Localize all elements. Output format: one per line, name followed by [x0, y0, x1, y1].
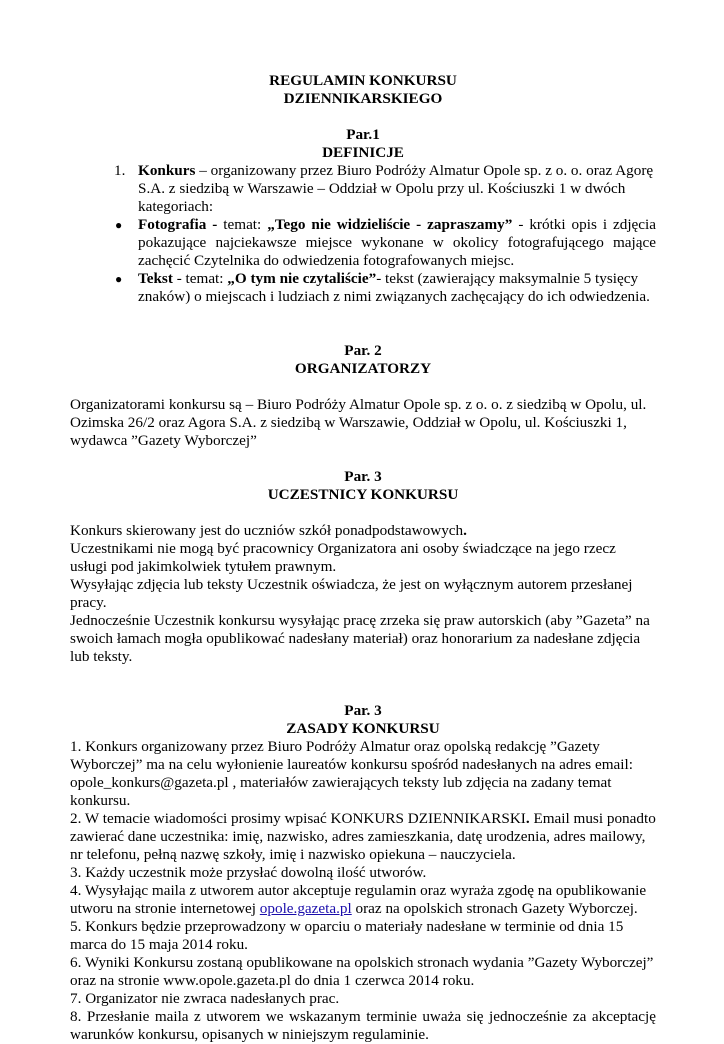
- participants-paragraph-4: Jednocześnie Uczestnik konkursu wysyłając pracę zrzeka się praw autorskich (aby ”Gazeta” na swoich łamach mogła opublikować nadesłany materiał) oraz honorarium za nadesłane zdjęcia lub teksty.: [70, 612, 650, 665]
- document-title: [70, 72, 656, 108]
- participants-text: Konkurs skierowany jest do uczniów szkół ponadpodstawowych: [70, 522, 464, 539]
- bullet-topic: „O tym nie czytaliście”: [227, 270, 377, 287]
- participants-dot: .: [463, 522, 467, 539]
- definition-term: Konkurs: [138, 162, 196, 179]
- bullet-label: temat:: [223, 216, 268, 233]
- rule-8: 8. Przesłanie maila z utworem we wskazanym terminie uważa się jednocześnie za akceptację warunków konkursu, opisanych w niniejszym regulaminie.: [70, 1008, 656, 1043]
- title-line-2: DZIENNIKARSKIEGO: [283, 90, 443, 107]
- rule-7: 7. Organizator nie zwraca nadesłanych prac.: [70, 990, 340, 1007]
- par3b-heading: Par. 3: [344, 702, 382, 719]
- par3b-header: [70, 702, 656, 738]
- participants-paragraph-3: Wysyłając zdjęcia lub teksty Uczestnik oświadcza, że jest on wyłącznym autorem przesłanej pracy.: [70, 576, 633, 611]
- rule-4-text-a: 4. Wysyłając maila z utworem autor akceptuje regulamin oraz wyraża zgodę na opublikowanie utworu na stronie internetowej: [70, 882, 647, 917]
- rule-2-text-a: 2. W temacie wiadomości prosimy wpisać KONKURS DZIENNIKARSKI: [70, 810, 526, 827]
- par1-header: [70, 126, 656, 162]
- document-page: [70, 72, 656, 1044]
- participants-paragraph-1: [70, 522, 656, 540]
- rule-5: 5. Konkurs będzie przeprowadzony w oparciu o materiały nadesłane w terminie od dnia 15 marca do 15 maja 2014 roku.: [70, 918, 624, 953]
- bullet-term: Fotografia -: [138, 216, 224, 233]
- rule-2: [70, 810, 656, 864]
- gazeta-link[interactable]: opole.gazeta.pl: [259, 900, 352, 917]
- par2-heading: Par. 2: [344, 342, 382, 359]
- definition-bullet-fotografia: [70, 216, 656, 270]
- par3b-subheading: ZASADY KONKURSU: [286, 720, 440, 737]
- par1-heading: Par.1: [346, 126, 380, 143]
- participants-paragraph-2: Uczestnikami nie mogą być pracownicy Organizatora ani osoby świadczące na jego rzecz usługi pod jakimkolwiek tytułem prawnym.: [70, 540, 616, 575]
- bullet-icon: ●: [115, 218, 123, 232]
- rule-4: [70, 882, 656, 918]
- bullet-text: - krótki opis i zdjęcia pokazujące najciekawsze miejsce wykonane w okolicy fotografującego mające zachęcić Czytelnika do odwiedzenia fotografowanych miejsc.: [138, 216, 657, 269]
- par3a-header: [70, 468, 656, 504]
- rule-1: 1. Konkurs organizowany przez Biuro Podróży Almatur oraz opolską redakcję ”Gazety Wyborczej” ma na celu wyłonienie laureatów konkursu spośród nadesłanych na adres email: opole_konkurs@gazeta.pl , materiałów zawierających teksty lub zdjęcia na zadany temat konkursu.: [70, 738, 633, 809]
- definition-item-1: [70, 162, 656, 216]
- item-number: 1.: [114, 162, 126, 179]
- rule-4-text-b: oraz na opolskich stronach Gazety Wyborczej.: [351, 900, 638, 917]
- rule-2-text-b: Email musi ponadto zawierać dane uczestnika: imię, nazwisko, adres zamieszkania, datę urodzenia, adres mailowy, nr telefonu, pełną nazwę szkoły, imię i nazwisko opiekuna – nauczyciela.: [70, 810, 656, 863]
- par3a-heading: Par. 3: [344, 468, 382, 485]
- rule-6: 6. Wyniki Konkursu zostaną opublikowane na opolskich stronach wydania ”Gazety Wyborczej” oraz na stronie www.opole.gazeta.pl do dnia 1 czerwca 2014 roku.: [70, 954, 654, 989]
- par1-subheading: DEFINICJE: [322, 144, 404, 161]
- par2-body: Organizatorami konkursu są – Biuro Podróży Almatur Opole sp. z o. o. z siedzibą w Opolu, ul. Ozimska 26/2 oraz Agora S.A. z siedzibą w Warszawie, Oddział w Opolu, ul. Kościuszki 1, wydawca ”Gazety Wyborczej”: [70, 396, 647, 449]
- bullet-term: Tekst: [138, 270, 173, 287]
- rule-3: 3. Każdy uczestnik może przysłać dowolną ilość utworów.: [70, 864, 427, 881]
- par3a-subheading: UCZESTNICY KONKURSU: [267, 486, 459, 503]
- title-line-1: REGULAMIN KONKURSU: [269, 72, 457, 89]
- rule-2-dot: .: [525, 810, 530, 827]
- definition-bullet-tekst: [70, 270, 656, 306]
- bullet-text: - tekst (zawierający maksymalnie 5 tysięcy znaków) o miejscach i ludziach z nimi związanych zachęcający do ich odwiedzenia.: [138, 270, 650, 305]
- bullet-label: - temat:: [172, 270, 228, 287]
- bullet-icon: ●: [115, 272, 123, 286]
- par2-header: [70, 342, 656, 378]
- bullet-topic: „Tego nie widzieliście - zapraszamy”: [267, 216, 513, 233]
- definition-text: – organizowany przez Biuro Podróży Almatur Opole sp. z o. o. oraz Agorę S.A. z siedzibą w Warszawie – Oddział w Opolu przy ul. Kościuszki 1 w dwóch kategoriach:: [138, 162, 654, 215]
- par2-subheading: ORGANIZATORZY: [294, 360, 432, 377]
